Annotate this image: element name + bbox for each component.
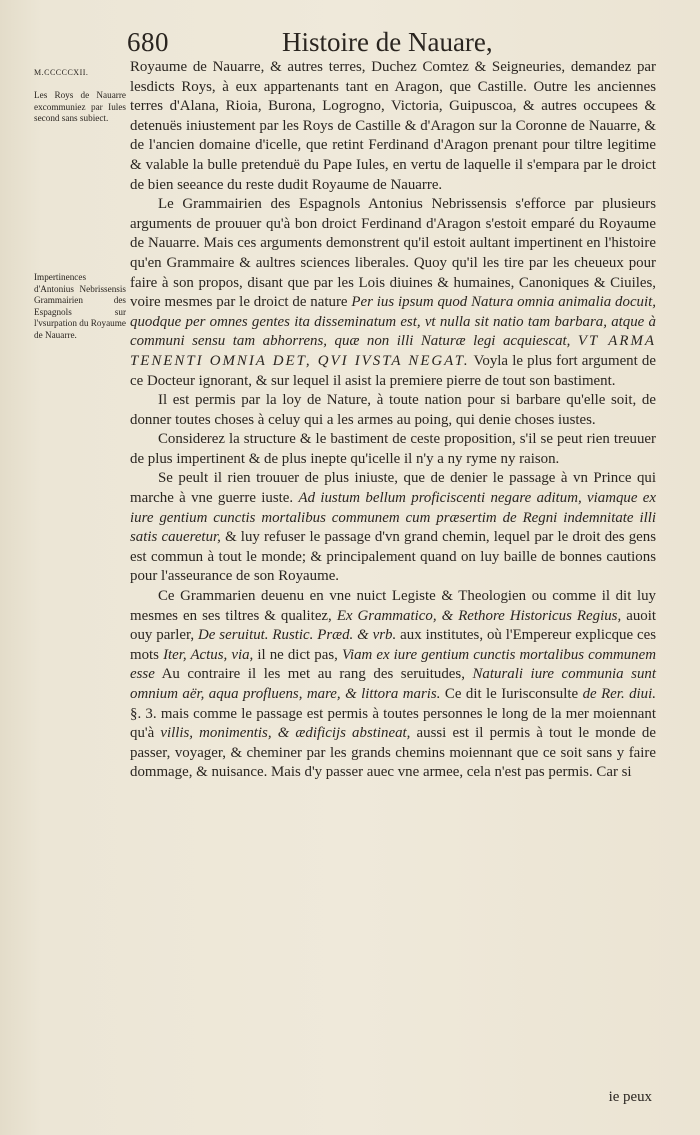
paragraph-1-text: Royaume de Nauarre, & autres terres, Duchez Comtez & Seigneuries, demandez par lesdicts Roys, à eux appartenants tant en Aragon, que Castille. Outre les anciennes terres d'Alana, Rioia, Burona, Logrogno, Victoria, Guipuscoa, & autres occupees & detenuës iniustement par les Roys de Castille & d'Aragon sur la Coronne de Nauarre, & de l'ancien domaine d'icelle, que retint Ferdinand d'Aragon prenant pour tiltre legitime & valable la bulle pretenduë du Pape Iules, en vertu de laquelle il s'empara par le droict de bien seeance du reste dudit Royaume de Nauarre. xyxy=(130,59,656,193)
paragraph-5-text-b: & luy refuser le passage d'vn grand chemin, lequel par le droit des gens est commun à tout le monde; & principalement quand on luy baille de bonnes cautions pour l'asseurance de son Royaume. xyxy=(130,529,657,585)
paragraph-2-text-b: Voyla le plus fort argument de ce Docteur ignorant, & sur lequel il asist la premiere pierre de tout son bastiment. xyxy=(130,352,656,389)
marginal-note-excommunication: Les Roys de Nauarre excommuniez par Iules second sans subiect. xyxy=(34,90,126,123)
paragraph-4-text: Considerez la structure & le bastiment de ceste proposition, s'il se peut rien treuuer de plus impertinent & de plus inepte qu'icelle il n'y a ny ryme ny raison. xyxy=(130,431,656,467)
body-text xyxy=(130,58,656,783)
paragraph-6-text-b: auoit ouy parler, xyxy=(130,607,656,644)
latin-citation: de Rer. diui. xyxy=(582,686,656,702)
paragraph-6-text-h: aussi est il permis à tout le monde de passer, voyager, & cheminer par les grands chemins moiennant que ce soit sans y faire dommage, & nuisance. Mais d'y passer auec vne armee, cela n'est pas permis. Car si xyxy=(130,725,656,781)
latin-quotation: Ad iustum bellum proficiscenti negare aditum, viamque ex iure gentium cunctis mortalibus communem cum præsertim de Regni indemnitate illi satis caueretur, xyxy=(130,490,656,546)
page-number: 680 xyxy=(127,27,169,57)
paragraph-2-text-a: Le Grammairien des Espagnols Antonius Nebrissensis s'efforce par plusieurs arguments de prouuer qu'à bon droict Ferdinand d'Aragon s'estoit emparé du Royaume de Nauarre. Mais ces arguments demonstrent qu'il estoit aultant impertinent en l'histoire qu'en Grammaire & aultres sciences liberales. Quoy qu'il les tire par les cheueux pour faire à son propos, disant que par les Lois diuines & humaines, Canoniques & Ciuiles, voire mesmes par le droict de nature xyxy=(130,196,656,311)
paragraph-6-text-a: Ce Grammarien deuenu en vne nuict Legiste & Theologien ou comme il dit luy mesmes en ses tiltres & qualitez, xyxy=(130,588,656,624)
paragraph-5 xyxy=(130,469,656,587)
latin-citation: De seruitut. Rustic. Præd. & vrb. xyxy=(198,627,397,644)
paragraph-1 xyxy=(130,58,656,195)
running-title: Histoire de Nauare, xyxy=(282,27,493,57)
paragraph-6-text-g: §. 3. mais comme le passage est permis à toutes personnes le long de la mer moiennant qu'à xyxy=(130,705,656,742)
margin-year: M.CCCCCXII. xyxy=(34,68,89,77)
paragraph-3 xyxy=(130,391,656,430)
marginal-note-nebrissensis: Impertinences d'Antonius Nebrissensis Grammairien des Espagnols sur l'vsurpation du Royaume de Nauarre. xyxy=(34,272,126,340)
paragraph-6-text-e: Au contraire il les met au rang des seruitudes, xyxy=(161,666,465,683)
latin-title: Ex Grammatico, & Rethore Historicus Regius, xyxy=(336,607,622,624)
paragraph-6-text-c: aux institutes, où l'Empereur explicque ces mots xyxy=(130,627,656,663)
paragraph-6-text-f: Ce dit le Iurisconsulte xyxy=(444,686,579,702)
latin-quotation: Viam ex iure gentium cunctis mortalibus communem esse xyxy=(130,646,656,683)
latin-maxim: VT ARMA TENENTI OMNIA DET, QVI IVSTA NEGAT. xyxy=(130,333,656,369)
latin-quotation: Per ius ipsum quod Natura omnia animalia docuit, quodque per omnes gentes ita disseminatum est, vt nulla sit natio tam barbara, atque à communi sensu tam abhorrens, quæ non illi Naturæ legi acquiescat, xyxy=(130,294,656,350)
paragraph-6 xyxy=(130,587,656,783)
latin-terms: Iter, Actus, via, xyxy=(163,646,254,663)
paragraph-6-text-d: il ne dict pas, xyxy=(257,646,338,663)
paragraph-4 xyxy=(130,430,656,469)
latin-quotation: villis, monimentis, & ædificijs abstineat, xyxy=(160,725,411,742)
latin-quotation: Naturali iure communia sunt omnium aër, aqua profluens, mare, & littora maris. xyxy=(130,666,656,702)
paragraph-3-text: Il est permis par la loy de Nature, à toute nation pour si barbare qu'elle soit, de donner toutes choses à celuy qui a les armes au poing, qui denie choses iustes. xyxy=(130,392,656,428)
catchword: ie peux xyxy=(608,1089,652,1105)
paragraph-5-text-a: Se peult il rien trouuer de plus iniuste, que de denier le passage à vn Prince qui marche à vne guerre iuste. xyxy=(130,470,656,507)
paragraph-2 xyxy=(130,195,656,391)
